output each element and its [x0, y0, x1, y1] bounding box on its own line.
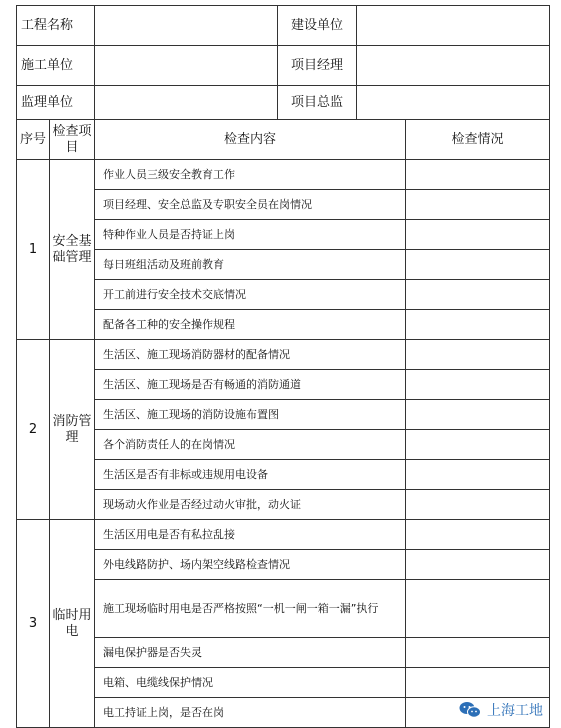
check-item: 现场动火作业是否经过动火审批，动火证	[95, 490, 406, 520]
group-name: 安全基础管理	[50, 160, 95, 340]
table-row	[17, 310, 550, 340]
construction-unit-label: 建设单位	[278, 6, 357, 46]
check-result-cell[interactable]	[406, 460, 550, 490]
check-item: 作业人员三级安全教育工作	[95, 160, 406, 190]
table-row	[17, 580, 550, 638]
table-row	[17, 668, 550, 698]
table-row	[17, 430, 550, 460]
group-seq: 2	[17, 340, 50, 520]
chief-supervisor-field[interactable]	[357, 86, 550, 120]
check-result-cell[interactable]	[406, 250, 550, 280]
column-header-seq: 序号	[17, 120, 50, 160]
project-name-label: 工程名称	[17, 6, 95, 46]
table-row	[17, 190, 550, 220]
check-item: 生活区、施工现场的消防设施布置图	[95, 400, 406, 430]
supervisor-field[interactable]	[95, 86, 278, 120]
chief-supervisor-label: 项目总监	[278, 86, 357, 120]
project-name-field[interactable]	[95, 6, 278, 46]
header-row-contractor	[17, 46, 550, 86]
column-header-result: 检查情况	[406, 120, 550, 160]
check-item: 外电线路防护、场内架空线路检查情况	[95, 550, 406, 580]
wechat-watermark	[455, 700, 547, 720]
check-item: 配备各工种的安全操作规程	[95, 310, 406, 340]
table-row	[17, 520, 550, 550]
project-manager-field[interactable]	[357, 46, 550, 86]
check-item: 施工现场临时用电是否严格按照“一机一闸一箱一漏”执行	[95, 580, 406, 638]
table-row	[17, 280, 550, 310]
check-result-cell[interactable]	[406, 190, 550, 220]
check-result-cell[interactable]	[406, 430, 550, 460]
group-seq: 3	[17, 520, 50, 728]
check-item: 开工前进行安全技术交底情况	[95, 280, 406, 310]
column-header-item: 检查项目	[50, 120, 95, 160]
table-row	[17, 220, 550, 250]
check-result-cell[interactable]	[406, 490, 550, 520]
project-manager-label: 项目经理	[278, 46, 357, 86]
wechat-icon	[459, 701, 481, 719]
table-row	[17, 250, 550, 280]
safety-inspection-form	[16, 5, 550, 728]
check-item: 生活区用电是否有私拉乱接	[95, 520, 406, 550]
column-header-content: 检查内容	[95, 120, 406, 160]
supervisor-label: 监理单位	[17, 86, 95, 120]
header-row-supervisor	[17, 86, 550, 120]
contractor-label: 施工单位	[17, 46, 95, 86]
check-result-cell[interactable]	[406, 550, 550, 580]
check-item: 特种作业人员是否持证上岗	[95, 220, 406, 250]
check-result-cell[interactable]	[406, 400, 550, 430]
check-result-cell[interactable]	[406, 370, 550, 400]
check-result-cell[interactable]	[406, 310, 550, 340]
check-item: 每日班组活动及班前教育	[95, 250, 406, 280]
table-row	[17, 550, 550, 580]
table-row	[17, 490, 550, 520]
column-header-row	[17, 120, 550, 160]
group-name: 消防管理	[50, 340, 95, 520]
check-item: 漏电保护器是否失灵	[95, 638, 406, 668]
watermark-text: 上海工地	[487, 703, 543, 719]
table-row	[17, 638, 550, 668]
check-item: 各个消防责任人的在岗情况	[95, 430, 406, 460]
check-item: 生活区是否有非标或违规用电设备	[95, 460, 406, 490]
construction-unit-field[interactable]	[357, 6, 550, 46]
group-seq: 1	[17, 160, 50, 340]
check-item: 电工持证上岗，是否在岗	[95, 698, 406, 728]
check-result-cell[interactable]	[406, 160, 550, 190]
check-item: 电箱、电缆线保护情况	[95, 668, 406, 698]
table-row	[17, 340, 550, 370]
table-row	[17, 460, 550, 490]
table-row	[17, 400, 550, 430]
check-result-cell[interactable]	[406, 340, 550, 370]
header-row-project	[17, 6, 550, 46]
check-item: 生活区、施工现场是否有畅通的消防通道	[95, 370, 406, 400]
contractor-field[interactable]	[95, 46, 278, 86]
table-row	[17, 160, 550, 190]
check-result-cell[interactable]	[406, 668, 550, 698]
group-name: 临时用电	[50, 520, 95, 728]
check-result-cell[interactable]	[406, 280, 550, 310]
check-result-cell[interactable]	[406, 580, 550, 638]
check-result-cell[interactable]	[406, 220, 550, 250]
check-item: 项目经理、安全总监及专职安全员在岗情况	[95, 190, 406, 220]
check-result-cell[interactable]	[406, 638, 550, 668]
check-item: 生活区、施工现场消防器材的配备情况	[95, 340, 406, 370]
check-result-cell[interactable]	[406, 520, 550, 550]
table-row	[17, 370, 550, 400]
